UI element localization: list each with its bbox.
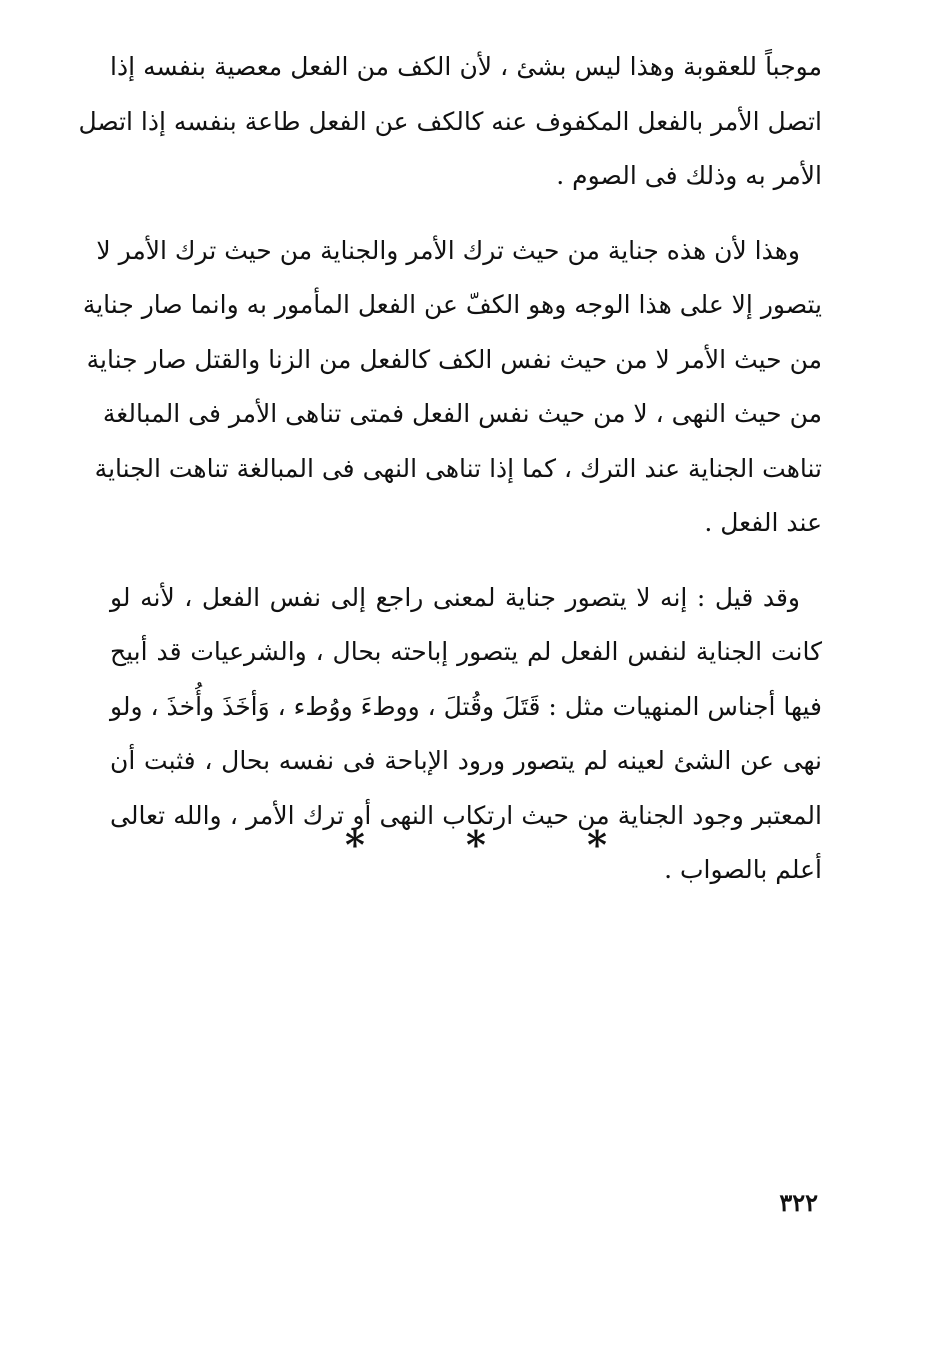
paragraph-line: وقد قيل : إنه لا يتصور جناية لمعنى راجع إلى نفس الفعل ، لأنه لو [110, 582, 800, 612]
paragraph-line: الأمر به وذلك فى الصوم . [556, 161, 822, 190]
paragraph-line: أعلم بالصواب . [664, 855, 822, 884]
paragraph-line: من حيث النهى ، لا من حيث نفس الفعل فمتى تناهى الأمر فى المبالغة [102, 399, 822, 428]
paragraph-line: وهذا لأن هذه جناية من حيث ترك الأمر والجناية من حيث ترك الأمر لا [96, 235, 800, 265]
paragraph-2 [82, 224, 822, 551]
paragraph-line: المعتبر وجود الجناية من حيث ارتكاب النهى أو ترك الأمر ، والله تعالى [110, 800, 822, 830]
section-separator: * * * [344, 822, 652, 867]
paragraph-line: فيها أجناس المنهيات مثل : قَتَلَ وقُتلَ ، ووطءَ ووُطء ، وَأخَذَ وأُخذَ ، ولو [109, 691, 822, 721]
paragraph-line: تناهت الجناية عند الترك ، كما إذا تناهى النهى فى المبالغة تناهت الجناية [94, 453, 822, 483]
page-number: ٣٢٢ [779, 1188, 818, 1217]
paragraph-line: نهى عن الشئ لعينه لم يتصور ورود الإباحة فى نفسه بحال ، فثبت أن [110, 746, 822, 775]
paragraph-line: اتصل الأمر بالفعل المكفوف عنه كالكف عن الفعل طاعة بنفسه إذا اتصل [78, 106, 822, 136]
paragraph-line: كانت الجناية لنفس الفعل لم يتصور إباحته بحال ، والشرعيات قد أبيح [110, 637, 822, 666]
paragraph-line: يتصور إلا على هذا الوجه وهو الكفّ عن الفعل المأمور به وانما صار جناية [82, 290, 822, 319]
page-body [78, 40, 822, 898]
paragraph-1 [78, 40, 822, 204]
paragraph-line: من حيث الأمر لا من حيث نفس الكف كالفعل من الزنا والقتل صار جناية [86, 344, 822, 374]
paragraph-line: عند الفعل . [704, 508, 822, 537]
paragraph-line: موجباً للعقوبة وهذا ليس بشئ ، لأن الكف من الفعل معصية بنفسه إذا [110, 52, 822, 81]
